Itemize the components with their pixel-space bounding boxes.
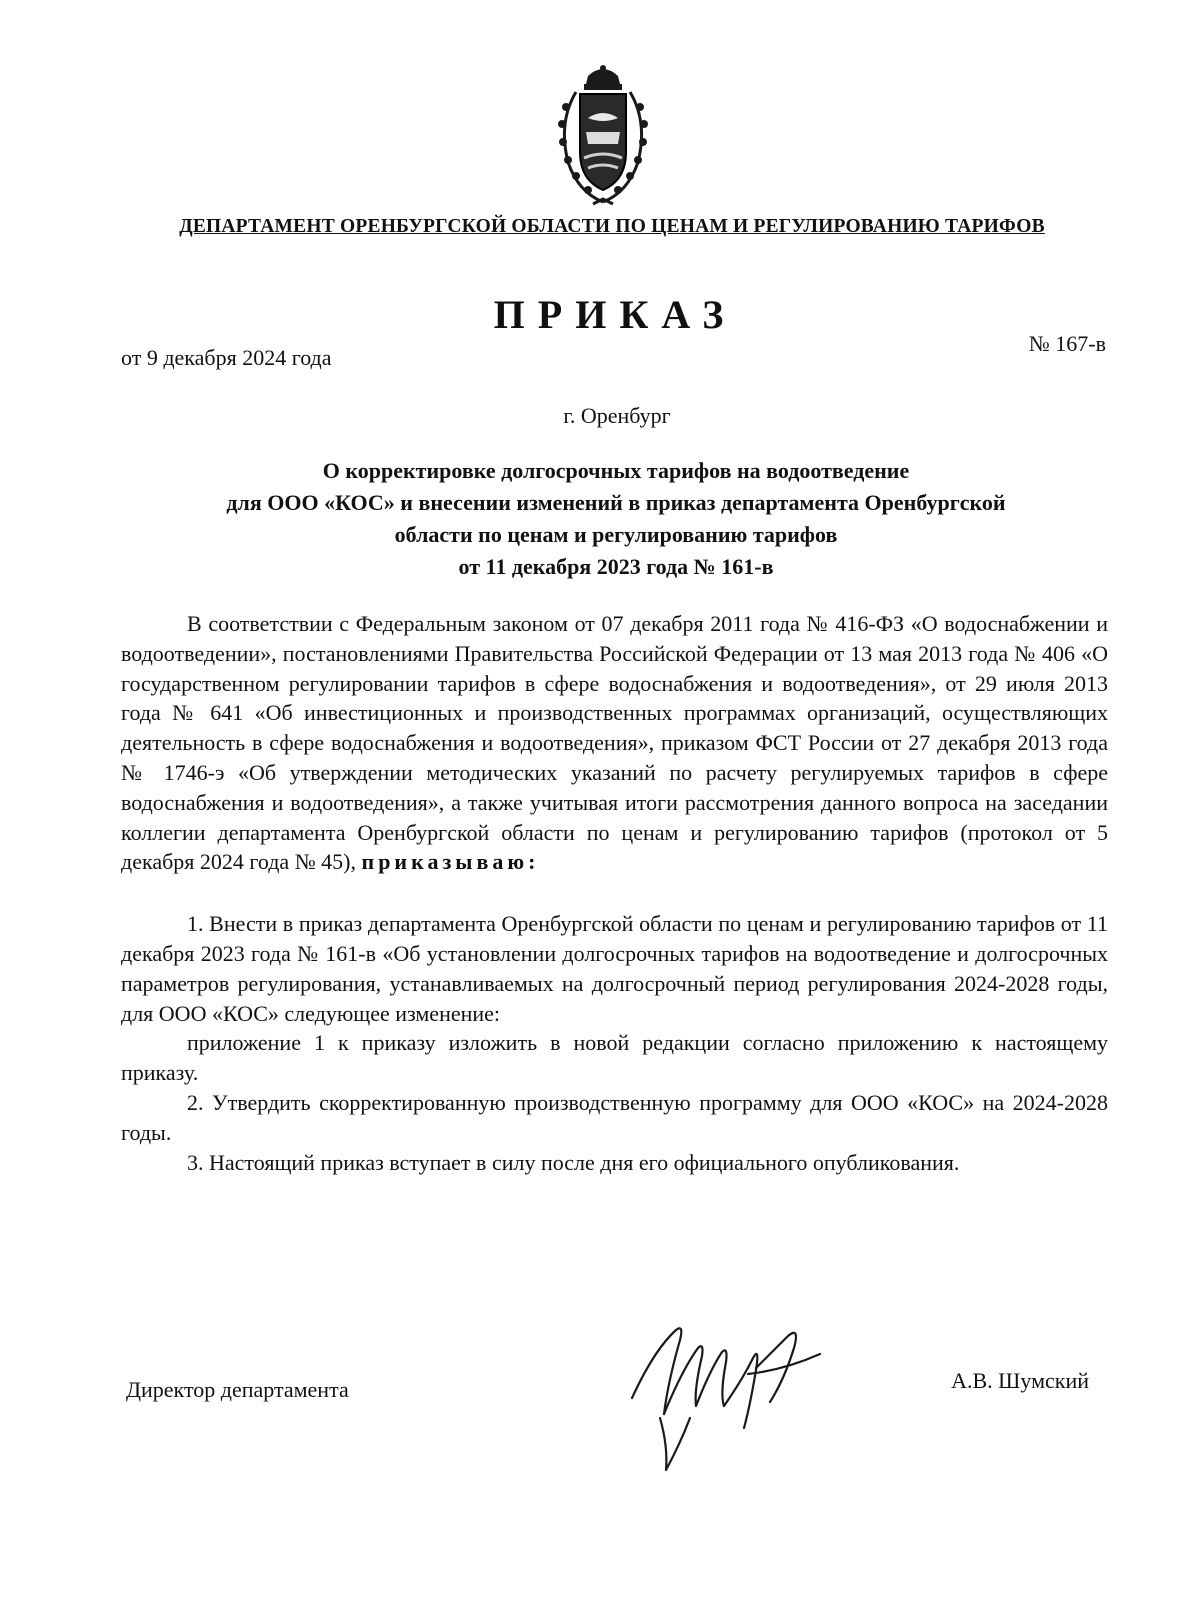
signer-name: А.В. Шумский [951, 1368, 1089, 1393]
subject-line: О корректировке долгосрочных тарифов на водоотведение [322, 458, 910, 483]
order-item-2: 2. Утвердить скорректированную производственную программу для ООО «КОС» на 2024-2028 годы. [121, 1089, 1108, 1145]
document-type-title: ПРИКАЗ [493, 292, 737, 337]
preamble-text: В соответствии с Федеральным законом от 07 декабря 2011 года № 416-ФЗ «О водоснабжении и водоотведении», постановлениями Правительства Российской Федерации от 13 мая 2013 года № 406 «О государственном регулировании тарифов в сфере водоснабжения и водоотведения», от 29 июля 2013 года № 641 «Об инвестиционных и производственных программах организаций, осуществляющих деятельность в сфере водоснабжения и водоотведения», приказом ФСТ России от 27 декабря 2013 года № 1746-э «Об утверждении методических указаний по расчету регулируемых тарифов в сфере водоснабжения и водоотведения», а также учитывая итоги рассмотрения данного вопроса на заседании коллегии департамента Оренбургской области по ценам и регулированию тарифов (протокол от 5 декабря 2024 года № 45), [121, 611, 1108, 875]
order-item-1: 1. Внести в приказ департамента Оренбургской области по ценам и регулированию тарифов от 11 декабря 2023 года № 161-в «Об установлении долгосрочных тарифов на водоотведение и долгосрочных параметров регулирования, устанавливаемых на долгосрочный период регулирования 2024-2028 годы, для ООО «КОС» следующее изменение: [121, 911, 1108, 1026]
subject-line: для ООО «КОС» и внесении изменений в приказ департамента Оренбургской [226, 490, 1006, 515]
document-date: от 9 декабря 2024 года [121, 345, 332, 370]
document-number: № 167-в [1028, 331, 1106, 356]
order-word: приказываю: [361, 849, 540, 875]
department-name: ДЕПАРТАМЕНТ ОРЕНБУРГСКОЙ ОБЛАСТИ ПО ЦЕНАМ И РЕГУЛИРОВАНИЮ ТАРИФОВ [179, 216, 1045, 237]
subject-line: области по ценам и регулированию тарифов [394, 522, 838, 547]
handwritten-signature [624, 1310, 834, 1480]
order-item-1-detail: приложение 1 к приказу изложить в новой редакции согласно приложению к настоящему приказу. [121, 1030, 1108, 1086]
subject-line: от 11 декабря 2023 года № 161-в [458, 554, 774, 579]
document-body [121, 609, 1108, 1177]
order-item-3: 3. Настоящий приказ вступает в силу после дня его официального опубликования. [187, 1149, 960, 1175]
document-subject [120, 455, 1112, 583]
preamble-paragraph [121, 609, 1108, 877]
coat-of-arms-emblem [548, 62, 658, 212]
document-city: г. Оренбург [563, 403, 671, 428]
signer-role: Директор департамента [126, 1377, 349, 1402]
